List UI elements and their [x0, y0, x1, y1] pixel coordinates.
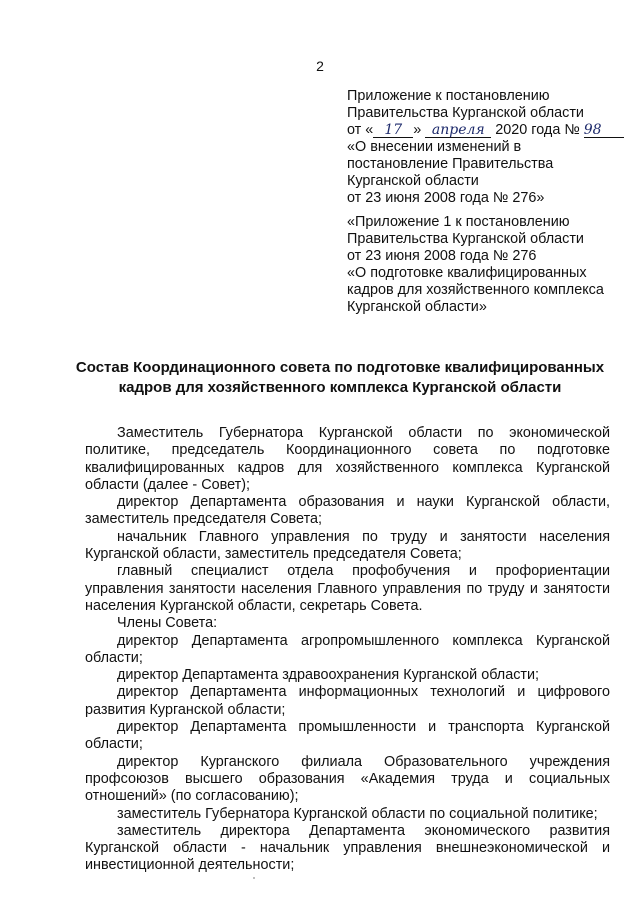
paragraph: главный специалист отдела профобучения и профориентации управления занятости населения Главного управления по труду и занятости населения Курганской области, секретарь Совета. — [85, 563, 610, 614]
paragraph: директор Курганского филиала Образовательного учреждения профсоюзов высшего образования «Академия труда и социальных отношений» (по согласованию); — [85, 753, 610, 805]
appendix-line: кадров для хозяйственного комплекса — [347, 282, 604, 298]
page-number: 2 — [316, 58, 324, 74]
date-prefix: от « — [347, 122, 374, 138]
date-suffix: 2020 года № — [495, 122, 580, 138]
handwritten-month: апреля — [425, 123, 491, 138]
appendix-line: постановление Правительства — [347, 156, 554, 172]
appendix-line: Курганской области» — [347, 299, 487, 315]
paragraph: Заместитель Губернатора Курганской области по экономической политике, председатель Координационного совета по подготовке квалифицированных кадров для хозяйственного комплекса Курганской области (далее - Совет); — [85, 425, 610, 493]
appendix-line: Правительства Курганской области — [347, 105, 584, 121]
paragraph: директор Департамента промышленности и транспорта Курганской области; — [85, 719, 610, 753]
appendix-date-line — [347, 122, 617, 139]
date-mid: » — [413, 122, 422, 138]
appendix-line: «О подготовке квалифицированных — [347, 265, 587, 281]
paragraph: директор Департамента здравоохранения Курганской области; — [117, 667, 540, 684]
appendix-line: Правительства Курганской области — [347, 231, 584, 247]
document-title — [60, 358, 620, 398]
appendix-reference — [347, 214, 617, 316]
appendix-line: «О внесении изменений в — [347, 139, 522, 155]
document-body — [85, 425, 610, 875]
handwritten-day: 17 — [373, 123, 413, 138]
paragraph: директор Департамента информационных технологий и цифрового развития Курганской области; — [85, 684, 610, 718]
paragraph: Члены Совета: — [117, 615, 218, 632]
appendix-line: Курганской области — [347, 173, 479, 189]
paragraph: заместитель Губернатора Курганской области по социальной политике; — [117, 805, 598, 822]
appendix-header — [347, 88, 617, 207]
appendix-line: «Приложение 1 к постановлению — [347, 214, 570, 230]
appendix-line: от 23 июня 2008 года № 276 — [347, 248, 537, 264]
paragraph: начальник Главного управления по труду и занятости населения Курганской области, заместитель председателя Совета; — [85, 528, 610, 563]
title-line: кадров для хозяйственного комплекса Курганской области — [118, 379, 562, 396]
paragraph: директор Департамента агропромышленного комплекса Курганской области; — [85, 632, 610, 666]
handwritten-number: 98 — [584, 123, 624, 138]
paragraph: директор Департамента образования и науки Курганской области, заместитель председателя Совета; — [85, 494, 610, 528]
scan-speck — [253, 877, 255, 879]
appendix-line: Приложение к постановлению — [347, 88, 550, 104]
appendix-line: от 23 июня 2008 года № 276» — [347, 190, 545, 206]
paragraph: заместитель директора Департамента экономического развития Курганской области - начальник управления внешнеэкономической и инвестиционной деятельности; — [85, 822, 610, 874]
title-line: Состав Координационного совета по подготовке квалифицированных — [75, 359, 605, 376]
